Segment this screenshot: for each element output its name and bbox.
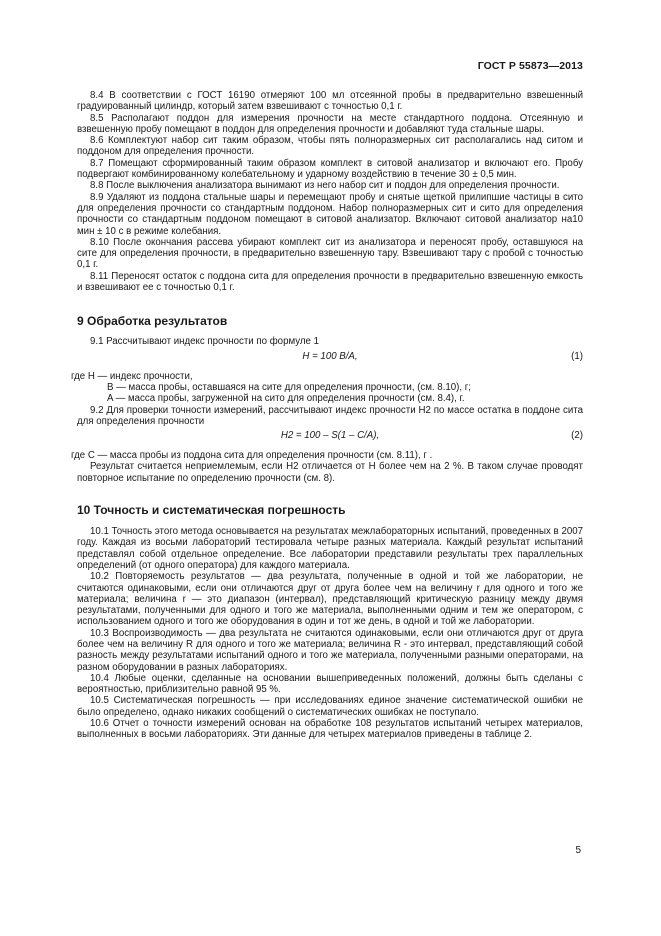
formula-1-expression: H = 100 B/A, bbox=[302, 350, 358, 362]
formula-1 bbox=[77, 351, 583, 366]
paragraph-8-11: 8.11 Переносят остаток с поддона сита для определения прочности в предварительно взвешенную емкость и взвешивают ее с точностью 0,1 г. bbox=[77, 270, 583, 294]
formula-2-number: (2) bbox=[571, 430, 583, 442]
paragraph-10-6: 10.6 Отчет о точности измерений основан на обработке 108 результатов испытаний четырех материалов, выполненных в восьми лабораториях. Эти данные для четырех материалов приведены в таблице 2. bbox=[77, 718, 583, 741]
paragraph-8-9: 8.9 Удаляют из поддона стальные шары и перемещают пробу и снятые щеткой прилипшие частицы в сито для определения прочности со стандартным поддоном. Набор полноразмерных сит и сито для определения прочности со стандартным поддоном помещают в ситовой анализатор. Включают ситовой анализатор на10 мин ± 10 с в режиме колебания. bbox=[77, 191, 583, 237]
paragraph-10-4: 10.4 Любые оценки, сделанные на основании вышеприведенных положений, должны быть сделаны с вероятностью, приблизительно равной 95 %. bbox=[77, 672, 583, 696]
paragraph-10-5: 10.5 Систематическая погрешность — при исследованиях единое значение систематической ошибки не было определено, однако никаких сообщений о систематических ошибках не поступало. bbox=[77, 695, 583, 718]
page-header: ГОСТ Р 55873—2013 bbox=[477, 60, 583, 72]
paragraph-9-1: 9.1 Рассчитывают индекс прочности по формуле 1 bbox=[90, 336, 319, 348]
paragraph-8-4: 8.4 В соответствии с ГОСТ 16190 отмеряют 100 мл отсеянной пробы в предварительно взвешенный градуированный цилиндр, который затем взвешивают с точностью 0,1 г. bbox=[77, 90, 583, 113]
definition-a: A — масса пробы, загруженной на сито для определения прочности (см. 8.4), г. bbox=[107, 393, 465, 405]
where-clause-2: где C — масса пробы из поддона сита для определения прочности (см. 8.11), г . bbox=[71, 450, 433, 462]
paragraph-8-5: 8.5 Располагают поддон для измерения прочности на месте стандартного поддона. Отсеянную и взвешенную пробу помещают в поддон для определения прочности и добавляют туда стальные шары. bbox=[77, 112, 583, 135]
formula-2-expression: H2 = 100 – S(1 – C/A), bbox=[280, 430, 380, 442]
formula-2 bbox=[77, 430, 583, 445]
paragraph-9-result: Результат считается неприемлемым, если H2 отличается от H более чем на 2 %. В таком случае проводят повторное испытание по определению прочности (см. 8). bbox=[77, 461, 583, 484]
where-clause-1: где H — индекс прочности, bbox=[71, 370, 193, 382]
page-content bbox=[71, 90, 583, 741]
section-9-title: 9 Обработка результатов bbox=[77, 314, 228, 329]
paragraph-8-10: 8.10 После окончания рассева убирают комплект сит из анализатора и переносят пробу, оставшуюся на сите для определения прочности, в предварительно взвешенную тару. Взвешивают тару с пробой с точностью 0,1 г. bbox=[77, 236, 583, 271]
paragraph-8-6: 8.6 Комплектуют набор сит таким образом, чтобы пять полноразмерных сит располагались над ситом и поддоном для определения прочности. bbox=[77, 135, 583, 158]
paragraph-9-2: 9.2 Для проверки точности измерений, рассчитывают индекс прочности H2 по массе остатка в поддоне сита для определения прочности bbox=[77, 404, 583, 427]
section-10-title: 10 Точность и систематическая погрешность bbox=[77, 503, 346, 518]
section-8-list bbox=[77, 90, 583, 293]
paragraph-8-7: 8.7 Помещают сформированный таким образом комплект в ситовой анализатор и включают его. Пробу подвергают комбинированному колебательному и ударному воздействию в течение 30 ± 0,5 мин. bbox=[77, 157, 583, 181]
formula-1-number: (1) bbox=[571, 350, 583, 362]
page-number: 5 bbox=[575, 845, 581, 856]
paragraph-10-2: 10.2 Повторяемость результатов — два результата, полученные в одной и той же лаборатории, не считаются одинаковыми, если они отличаются друг от друга более чем на величину r для одного и того же материала; величина r — это диапазон (интервал), представляющий критическую разницу между двумя результатами, полученными для одного и того же материала, выполненными одним и тем же оператором, с использованием одного и того же оборудования в один и тот же день, в одной и той же лаборатории. bbox=[77, 571, 583, 628]
paragraph-8-8: 8.8 После выключения анализатора вынимают из него набор сит и поддон для определения прочности. bbox=[90, 180, 560, 192]
paragraph-10-3: 10.3 Воспроизводимость — два результата не считаются одинаковыми, если они отличаются друг от друга более чем на величину R для одного и того же материала; величина R - это интервал, представляющий собой разность между результатами испытаний одного и того же материала, полученными разными операторами, на разном оборудовании в разных лабораториях. bbox=[77, 627, 583, 673]
paragraph-10-1: 10.1 Точность этого метода основывается на результатах межлабораторных испытаний, проведенных в 2007 году. Каждая из восьми лабораторий тестировала четыре разных материала. Каждый результат испытаний представлял собой отдельное определение. Все лаборатории представили результаты трех параллельных определений (от одного оператора) для каждого материала. bbox=[77, 526, 583, 571]
definition-b: B — масса пробы, оставшаяся на сите для определения прочности, (см. 8.10), г; bbox=[107, 381, 471, 393]
